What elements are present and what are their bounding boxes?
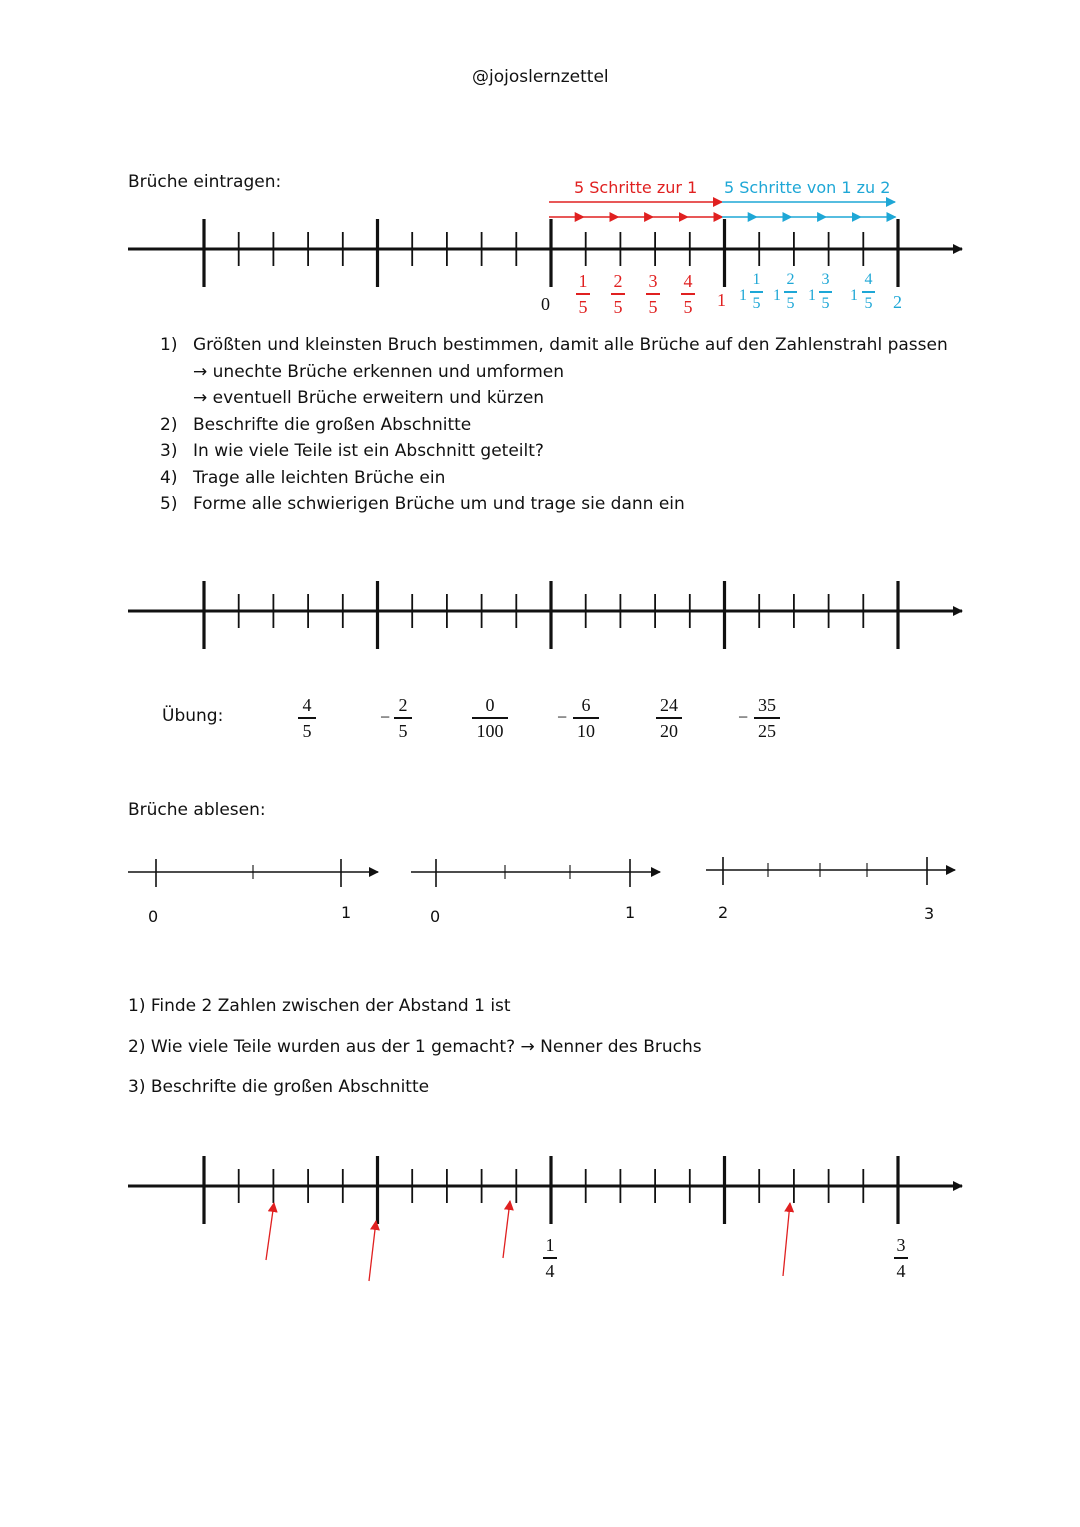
read-instructions <box>128 986 702 1108</box>
instruction-step: 1) Größten und kleinsten Bruch bestimmen, damit alle Brüche auf den Zahlenstrahl passen <box>160 335 948 355</box>
small-line-label: 1 <box>341 903 352 922</box>
small-line-label: 2 <box>718 903 729 922</box>
read-step: 3) Beschrifte die großen Abschnitte <box>128 1077 430 1097</box>
instruction-step: 4) Trage alle leichten Brüche ein <box>160 467 446 488</box>
fraction-label: 4 5 <box>681 272 695 316</box>
blue-caption: 5 Schritte von 1 zu 2 <box>724 178 891 197</box>
small-number-line-2 <box>411 859 660 887</box>
exercise-label: Übung: <box>162 706 224 726</box>
label-two: 2 <box>893 292 902 312</box>
small-number-line-3 <box>706 857 955 885</box>
red-pointer-arrow <box>783 1203 790 1276</box>
mixed-fraction-label: 1 5 <box>750 272 763 312</box>
red-pointer-arrow <box>503 1201 510 1258</box>
small-line-label: 1 <box>625 903 636 922</box>
small-line-label: 0 <box>430 907 441 926</box>
fraction-label: 3 5 <box>646 272 660 316</box>
read-step: 1) Finde 2 Zahlen zwischen der Abstand 1 ist <box>128 996 511 1016</box>
number-line-1 <box>128 219 962 287</box>
fraction-label: 1 5 <box>576 272 590 316</box>
mixed-fraction-label: 4 5 <box>862 272 875 312</box>
instruction-step: → unechte Brüche erkennen und umformen <box>193 361 564 382</box>
read-step: 2) Wie viele Teile wurden aus der 1 gemacht? → Nenner des Bruchs <box>128 1036 702 1057</box>
mixed-whole: 1 <box>850 287 858 304</box>
red-pointer-arrow <box>369 1221 376 1281</box>
red-step-arrows <box>549 202 723 217</box>
red-pointer-arrows <box>266 1201 790 1281</box>
section-title-read-fractions: Brüche ablesen: <box>128 800 266 820</box>
red-pointer-arrow <box>266 1203 274 1260</box>
red-caption: 5 Schritte zur 1 <box>574 178 698 197</box>
mixed-whole: 1 <box>739 287 747 304</box>
instruction-step: 5) Forme alle schwierigen Brüche um und trage sie dann ein <box>160 494 685 514</box>
instruction-step: → eventuell Brüche erweitern und kürzen <box>193 388 545 408</box>
instruction-step: 3) In wie viele Teile ist ein Abschnitt geteilt? <box>160 441 544 461</box>
watermark: @jojoslernzettel <box>472 67 609 87</box>
number-line-3 <box>128 1156 962 1224</box>
mixed-fraction-label: 3 5 <box>819 272 832 312</box>
mixed-whole: 1 <box>808 287 816 304</box>
mixed-fraction-label: 2 5 <box>784 272 797 312</box>
instruction-step: 2) Beschrifte die großen Abschnitte <box>160 414 472 435</box>
number-line-2 <box>128 581 962 649</box>
bottom-fraction-label: 1 4 <box>543 1236 557 1280</box>
instruction-list <box>160 332 948 518</box>
label-zero: 0 <box>541 294 550 314</box>
label-one: 1 <box>717 290 726 310</box>
fraction-label: 2 5 <box>611 272 625 316</box>
bottom-fraction-label: 3 4 <box>894 1236 908 1280</box>
section-title-enter-fractions: Brüche eintragen: <box>128 172 282 192</box>
small-number-line-1 <box>128 859 378 887</box>
mixed-whole: 1 <box>773 287 781 304</box>
blue-step-arrows <box>722 202 896 217</box>
small-line-label: 3 <box>924 904 935 923</box>
small-line-label: 0 <box>148 907 159 926</box>
